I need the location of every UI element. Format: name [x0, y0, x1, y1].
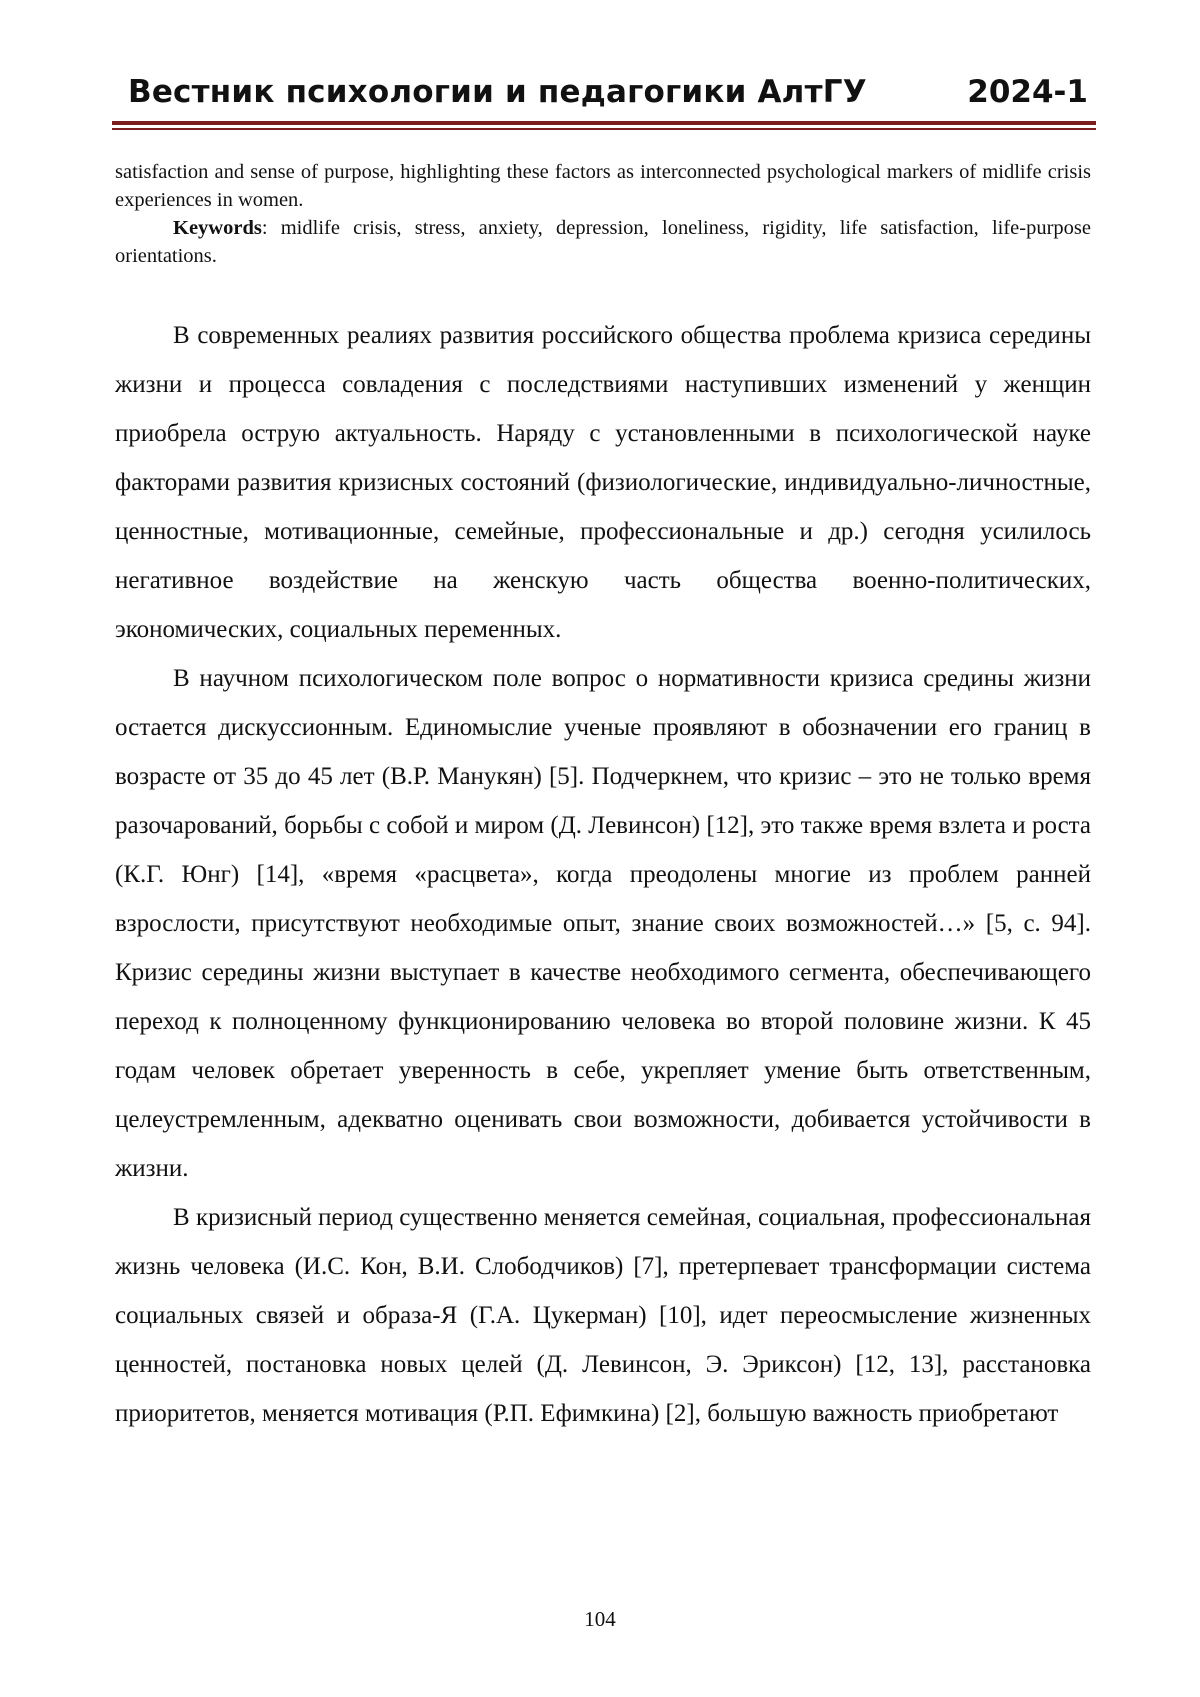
body-paragraph: В современных реалиях развития российского общества проблема кризиса середины жизни и процесса совладения с последствиями наступивших изменений у женщин приобрела острую актуальность. Наряду с установленными в психологической науке факторами развития кризисных состояний (физиологические, индивидуально-личностные, ценностные, мотивационные, семейные, профессиональные и др.) сегодня усилилось негативное воздействие на женскую часть общества военно-политических, экономических, социальных переменных. — [115, 322, 1091, 643]
article-body — [115, 311, 1091, 1438]
running-header — [128, 72, 1088, 120]
abstract-block — [115, 158, 1091, 270]
header-rule-thin — [112, 128, 1096, 130]
keywords-label: Keywords — [173, 217, 262, 239]
header-rule-thick — [112, 121, 1096, 125]
keywords-line — [115, 214, 1091, 270]
body-paragraph: В кризисный период существенно меняется семейная, социальная, профессиональная жизнь человека (И.С. Кон, В.И. Слободчиков) [7], претерпевает трансформации система социальных связей и образа-Я (Г.А. Цукерман) [10], идет переосмысление жизненных ценностей, постановка новых целей (Д. Левинсон, Э. Эриксон) [12, 13], расстановка приоритетов, меняется мотивация (Р.П. Ефимкина) [2], большую важность приобретают — [115, 1204, 1091, 1427]
body-paragraph: В научном психологическом поле вопрос о нормативности кризиса средины жизни остается дискуссионным. Единомыслие ученые проявляют в обозначении его границ в возрасте от 35 до 45 лет (В.Р. Манукян) [5]. Подчеркнем, что кризис – это не только время разочарований, борьбы с собой и миром (Д. Левинсон) [12], это также время взлета и роста (К.Г. Юнг) [14], «время «расцвета», когда преодолены многие из проблем ранней взрослости, присутствуют необходимые опыт, знание своих возможностей…» [5, с. 94]. Кризис середины жизни выступает в качестве необходимого сегмента, обеспечивающего переход к полноценному функционированию человека во второй половине жизни. К 45 годам человек обретает уверенность в себе, укрепляет умение быть ответственным, целеустремленным, адекватно оценивать свои возможности, добивается устойчивости в жизни. — [115, 665, 1091, 1182]
keywords-text: : midlife crisis, stress, anxiety, depression, loneliness, rigidity, life satisfaction, life-purpose orientations. — [115, 217, 1091, 267]
page-number: 104 — [584, 1607, 616, 1631]
issue-number: 2024-1 — [967, 74, 1088, 110]
abstract-continuation: satisfaction and sense of purpose, highlighting these factors as interconnected psychological markers of midlife crisis experiences in women. — [115, 161, 1091, 211]
journal-title: Вестник психологии и педагогики АлтГУ — [128, 74, 867, 110]
